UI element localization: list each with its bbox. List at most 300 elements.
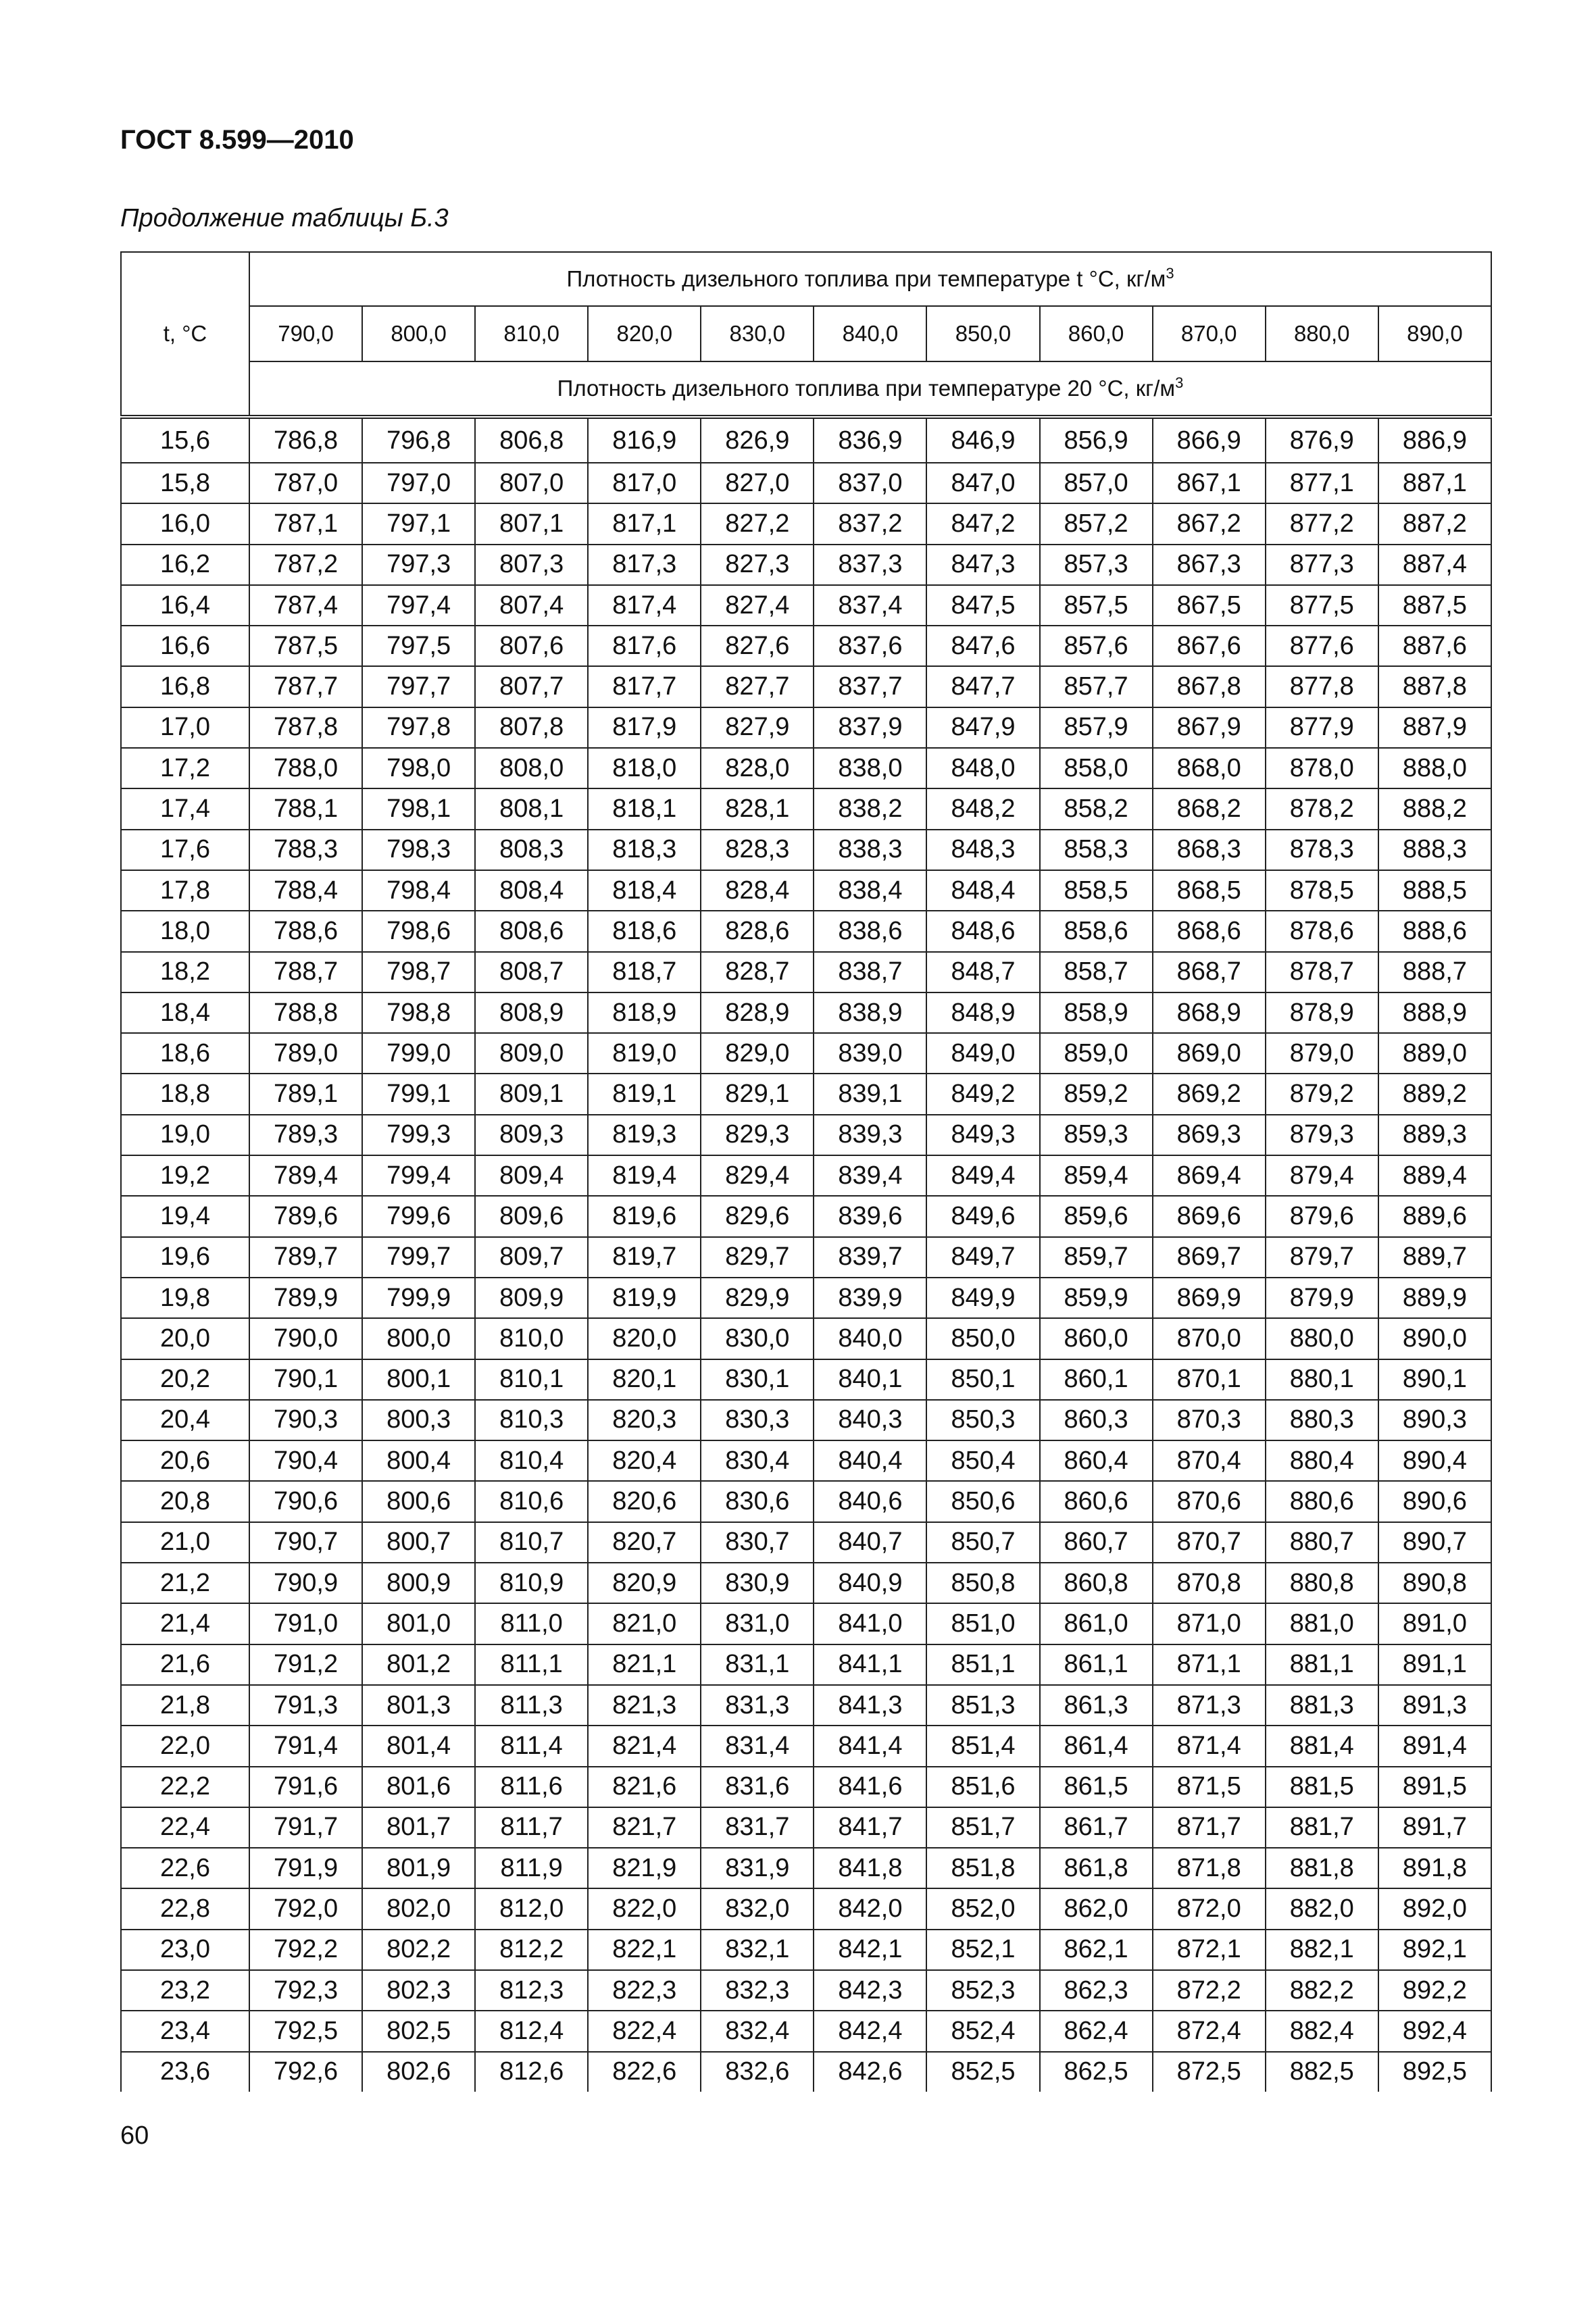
density-cell: 829,1: [701, 1074, 814, 1114]
density-cell: 831,9: [701, 1848, 814, 1888]
temperature-cell: 21,4: [121, 1603, 249, 1644]
density-cell: 790,1: [249, 1359, 362, 1400]
density-cell: 817,4: [588, 585, 701, 626]
temperature-cell: 23,0: [121, 1930, 249, 1970]
density-column-header: 860,0: [1040, 306, 1153, 361]
unit-superscript: 3: [1166, 265, 1174, 282]
density-cell: 872,2: [1153, 1970, 1266, 2011]
density-cell: 871,8: [1153, 1848, 1266, 1888]
density-cell: 789,1: [249, 1074, 362, 1114]
density-cell: 802,5: [362, 2011, 475, 2051]
density-cell: 807,6: [475, 626, 588, 666]
temperature-cell: 23,4: [121, 2011, 249, 2051]
density-cell: 870,8: [1153, 1563, 1266, 1603]
density-cell: 800,9: [362, 1563, 475, 1603]
density-cell: 837,6: [814, 626, 926, 666]
density-cell: 842,0: [814, 1888, 926, 1929]
density-cell: 892,1: [1378, 1930, 1491, 1970]
density-cell: 888,5: [1378, 870, 1491, 911]
density-cell: 861,0: [1040, 1603, 1153, 1644]
density-cell: 788,8: [249, 992, 362, 1033]
density-cell: 800,7: [362, 1522, 475, 1563]
density-cell: 851,7: [926, 1807, 1039, 1848]
density-cell: 821,1: [588, 1644, 701, 1685]
density-at-20-header: [249, 361, 1491, 417]
density-cell: 819,9: [588, 1278, 701, 1318]
temperature-cell: 18,8: [121, 1074, 249, 1114]
density-cell: 840,0: [814, 1318, 926, 1359]
temperature-cell: 23,6: [121, 2052, 249, 2092]
temperature-cell: 18,4: [121, 992, 249, 1033]
density-cell: 840,4: [814, 1440, 926, 1481]
density-cell: 891,1: [1378, 1644, 1491, 1685]
density-cell: 857,0: [1040, 463, 1153, 503]
table-row: [121, 1603, 1491, 1644]
density-cell: 797,4: [362, 585, 475, 626]
temperature-cell: 21,6: [121, 1644, 249, 1685]
table-row: [121, 1115, 1491, 1155]
density-cell: 888,6: [1378, 911, 1491, 951]
density-cell: 852,0: [926, 1888, 1039, 1929]
density-cell: 847,3: [926, 545, 1039, 585]
temperature-cell: 16,4: [121, 585, 249, 626]
density-cell: 828,9: [701, 992, 814, 1033]
density-cell: 792,6: [249, 2052, 362, 2092]
density-cell: 812,4: [475, 2011, 588, 2051]
density-cell: 860,6: [1040, 1481, 1153, 1521]
table-row: [121, 1726, 1491, 1766]
temperature-cell: 19,0: [121, 1115, 249, 1155]
density-cell: 860,4: [1040, 1440, 1153, 1481]
density-cell: 819,3: [588, 1115, 701, 1155]
density-cell: 838,2: [814, 788, 926, 829]
density-cell: 889,6: [1378, 1196, 1491, 1236]
temperature-cell: 21,0: [121, 1522, 249, 1563]
temperature-cell: 19,2: [121, 1155, 249, 1196]
table-row: [121, 1888, 1491, 1929]
density-cell: 888,0: [1378, 748, 1491, 788]
density-cell: 871,4: [1153, 1726, 1266, 1766]
density-cell: 828,7: [701, 952, 814, 992]
density-cell: 837,2: [814, 503, 926, 544]
unit-superscript: 3: [1175, 374, 1184, 391]
density-cell: 862,4: [1040, 2011, 1153, 2051]
density-cell: 800,6: [362, 1481, 475, 1521]
density-cell: 892,4: [1378, 2011, 1491, 2051]
density-cell: 797,8: [362, 707, 475, 748]
density-cell: 890,0: [1378, 1318, 1491, 1359]
density-cell: 871,3: [1153, 1685, 1266, 1726]
density-cell: 830,7: [701, 1522, 814, 1563]
density-table: [120, 251, 1492, 2092]
density-cell: 881,1: [1266, 1644, 1378, 1685]
table-row: [121, 1930, 1491, 1970]
density-cell: 798,3: [362, 830, 475, 870]
density-cell: 831,7: [701, 1807, 814, 1848]
density-cell: 887,5: [1378, 585, 1491, 626]
density-cell: 861,4: [1040, 1726, 1153, 1766]
density-cell: 837,3: [814, 545, 926, 585]
table-row: [121, 626, 1491, 666]
temperature-cell: 17,4: [121, 788, 249, 829]
density-cell: 820,1: [588, 1359, 701, 1400]
temperature-column-header: t, °C: [121, 252, 249, 417]
page-number: 60: [120, 2121, 149, 2150]
density-cell: 820,4: [588, 1440, 701, 1481]
density-cell: 861,3: [1040, 1685, 1153, 1726]
density-cell: 821,7: [588, 1807, 701, 1848]
density-cell: 847,5: [926, 585, 1039, 626]
density-cell: 798,0: [362, 748, 475, 788]
density-cell: 828,3: [701, 830, 814, 870]
temperature-cell: 20,2: [121, 1359, 249, 1400]
density-cell: 808,0: [475, 748, 588, 788]
density-cell: 867,2: [1153, 503, 1266, 544]
density-cell: 869,2: [1153, 1074, 1266, 1114]
temperature-cell: 17,6: [121, 830, 249, 870]
density-cell: 880,3: [1266, 1400, 1378, 1440]
table-row: [121, 1644, 1491, 1685]
density-cell: 879,4: [1266, 1155, 1378, 1196]
table-row: [121, 1074, 1491, 1114]
density-column-header: 850,0: [926, 306, 1039, 361]
density-cell: 837,9: [814, 707, 926, 748]
density-cell: 850,1: [926, 1359, 1039, 1400]
density-cell: 886,9: [1378, 417, 1491, 463]
density-cell: 860,1: [1040, 1359, 1153, 1400]
density-cell: 870,3: [1153, 1400, 1266, 1440]
density-cell: 867,9: [1153, 707, 1266, 748]
density-cell: 787,5: [249, 626, 362, 666]
density-cell: 882,5: [1266, 2052, 1378, 2092]
density-cell: 878,5: [1266, 870, 1378, 911]
density-cell: 867,6: [1153, 626, 1266, 666]
density-cell: 828,6: [701, 911, 814, 951]
density-cell: 851,0: [926, 1603, 1039, 1644]
density-cell: 829,7: [701, 1237, 814, 1278]
density-cell: 822,4: [588, 2011, 701, 2051]
density-cell: 789,9: [249, 1278, 362, 1318]
density-cell: 882,1: [1266, 1930, 1378, 1970]
density-cell: 861,7: [1040, 1807, 1153, 1848]
density-cell: 859,4: [1040, 1155, 1153, 1196]
density-cell: 868,2: [1153, 788, 1266, 829]
density-cell: 881,0: [1266, 1603, 1378, 1644]
density-cell: 879,2: [1266, 1074, 1378, 1114]
density-cell: 877,9: [1266, 707, 1378, 748]
density-cell: 791,7: [249, 1807, 362, 1848]
density-cell: 851,3: [926, 1685, 1039, 1726]
density-cell: 890,6: [1378, 1481, 1491, 1521]
density-cell: 867,5: [1153, 585, 1266, 626]
density-cell: 879,7: [1266, 1237, 1378, 1278]
density-cell: 797,7: [362, 666, 475, 707]
density-cell: 819,1: [588, 1074, 701, 1114]
density-cell: 889,4: [1378, 1155, 1491, 1196]
density-cell: 846,9: [926, 417, 1039, 463]
density-cell: 889,2: [1378, 1074, 1491, 1114]
density-cell: 809,3: [475, 1115, 588, 1155]
density-cell: 868,0: [1153, 748, 1266, 788]
density-cell: 849,9: [926, 1278, 1039, 1318]
density-cell: 838,7: [814, 952, 926, 992]
density-cell: 801,0: [362, 1603, 475, 1644]
density-cell: 877,5: [1266, 585, 1378, 626]
density-cell: 849,2: [926, 1074, 1039, 1114]
temperature-cell: 19,8: [121, 1278, 249, 1318]
density-cell: 879,3: [1266, 1115, 1378, 1155]
density-at-20-header-text: Плотность дизельного топлива при температуре 20 °C, кг/м: [557, 376, 1176, 401]
density-cell: 840,6: [814, 1481, 926, 1521]
density-cell: 800,4: [362, 1440, 475, 1481]
density-cell: 866,9: [1153, 417, 1266, 463]
density-cell: 818,0: [588, 748, 701, 788]
density-cell: 869,9: [1153, 1278, 1266, 1318]
density-cell: 878,2: [1266, 788, 1378, 829]
density-cell: 788,0: [249, 748, 362, 788]
density-cell: 890,7: [1378, 1522, 1491, 1563]
density-cell: 801,2: [362, 1644, 475, 1685]
density-cell: 821,4: [588, 1726, 701, 1766]
density-cell: 830,1: [701, 1359, 814, 1400]
density-cell: 809,6: [475, 1196, 588, 1236]
density-cell: 891,8: [1378, 1848, 1491, 1888]
density-cell: 832,3: [701, 1970, 814, 2011]
density-cell: 847,0: [926, 463, 1039, 503]
density-cell: 808,3: [475, 830, 588, 870]
density-cell: 850,6: [926, 1481, 1039, 1521]
density-cell: 848,0: [926, 748, 1039, 788]
density-cell: 881,4: [1266, 1726, 1378, 1766]
density-cell: 841,4: [814, 1726, 926, 1766]
temperature-cell: 18,2: [121, 952, 249, 992]
density-cell: 826,9: [701, 417, 814, 463]
density-cell: 882,2: [1266, 1970, 1378, 2011]
density-cell: 847,2: [926, 503, 1039, 544]
table-row: [121, 1318, 1491, 1359]
density-cell: 788,3: [249, 830, 362, 870]
density-column-header: 800,0: [362, 306, 475, 361]
density-cell: 839,3: [814, 1115, 926, 1155]
density-at-t-header: [249, 252, 1491, 306]
density-cell: 822,1: [588, 1930, 701, 1970]
density-cell: 827,3: [701, 545, 814, 585]
density-cell: 818,9: [588, 992, 701, 1033]
density-cell: 790,3: [249, 1400, 362, 1440]
density-cell: 858,7: [1040, 952, 1153, 992]
density-cell: 820,9: [588, 1563, 701, 1603]
density-cell: 881,3: [1266, 1685, 1378, 1726]
density-cell: 887,6: [1378, 626, 1491, 666]
temperature-cell: 20,0: [121, 1318, 249, 1359]
density-cell: 892,0: [1378, 1888, 1491, 1929]
density-cell: 789,7: [249, 1237, 362, 1278]
temperature-cell: 22,6: [121, 1848, 249, 1888]
density-cell: 881,5: [1266, 1767, 1378, 1807]
density-cell: 811,4: [475, 1726, 588, 1766]
density-cell: 817,1: [588, 503, 701, 544]
table-caption: Продолжение таблицы Б.3: [120, 204, 449, 232]
density-cell: 857,3: [1040, 545, 1153, 585]
temperature-cell: 17,8: [121, 870, 249, 911]
density-cell: 801,9: [362, 1848, 475, 1888]
temperature-cell: 23,2: [121, 1970, 249, 2011]
density-cell: 831,4: [701, 1726, 814, 1766]
density-cell: 860,3: [1040, 1400, 1153, 1440]
density-cell: 878,3: [1266, 830, 1378, 870]
density-cell: 837,4: [814, 585, 926, 626]
density-cell: 882,0: [1266, 1888, 1378, 1929]
temperature-cell: 19,4: [121, 1196, 249, 1236]
density-cell: 821,6: [588, 1767, 701, 1807]
density-cell: 787,2: [249, 545, 362, 585]
density-cell: 832,1: [701, 1930, 814, 1970]
table-row: [121, 585, 1491, 626]
table-row: [121, 748, 1491, 788]
table-row: [121, 1970, 1491, 2011]
density-cell: 811,7: [475, 1807, 588, 1848]
density-cell: 872,1: [1153, 1930, 1266, 1970]
density-cell: 820,7: [588, 1522, 701, 1563]
density-cell: 861,1: [1040, 1644, 1153, 1685]
density-cell: 852,4: [926, 2011, 1039, 2051]
density-column-header: 870,0: [1153, 306, 1266, 361]
density-cell: 858,3: [1040, 830, 1153, 870]
table-row: [121, 992, 1491, 1033]
density-cell: 792,5: [249, 2011, 362, 2051]
density-cell: 836,9: [814, 417, 926, 463]
density-cell: 848,2: [926, 788, 1039, 829]
density-cell: 787,4: [249, 585, 362, 626]
temperature-cell: 19,6: [121, 1237, 249, 1278]
density-cell: 838,0: [814, 748, 926, 788]
density-cell: 797,1: [362, 503, 475, 544]
density-cell: 789,4: [249, 1155, 362, 1196]
density-at-t-header-text: Плотность дизельного топлива при температуре t °C, кг/м: [566, 266, 1166, 291]
density-cell: 887,4: [1378, 545, 1491, 585]
density-cell: 859,3: [1040, 1115, 1153, 1155]
density-cell: 791,4: [249, 1726, 362, 1766]
density-cell: 831,3: [701, 1685, 814, 1726]
density-cell: 857,2: [1040, 503, 1153, 544]
density-cell: 858,0: [1040, 748, 1153, 788]
density-cell: 842,3: [814, 1970, 926, 2011]
density-cell: 891,0: [1378, 1603, 1491, 1644]
temperature-cell: 22,4: [121, 1807, 249, 1848]
density-cell: 878,0: [1266, 748, 1378, 788]
density-cell: 892,5: [1378, 2052, 1491, 2092]
density-cell: 888,7: [1378, 952, 1491, 992]
density-cell: 869,7: [1153, 1237, 1266, 1278]
density-cell: 811,6: [475, 1767, 588, 1807]
density-cell: 868,9: [1153, 992, 1266, 1033]
density-cell: 807,7: [475, 666, 588, 707]
density-cell: 797,5: [362, 626, 475, 666]
density-cell: 811,9: [475, 1848, 588, 1888]
density-cell: 818,4: [588, 870, 701, 911]
density-cell: 871,0: [1153, 1603, 1266, 1644]
temperature-cell: 15,8: [121, 463, 249, 503]
density-cell: 850,3: [926, 1400, 1039, 1440]
density-cell: 880,6: [1266, 1481, 1378, 1521]
temperature-cell: 22,8: [121, 1888, 249, 1929]
density-cell: 858,5: [1040, 870, 1153, 911]
density-cell: 830,0: [701, 1318, 814, 1359]
density-cell: 862,0: [1040, 1888, 1153, 1929]
density-column-header: 790,0: [249, 306, 362, 361]
density-cell: 860,0: [1040, 1318, 1153, 1359]
density-cell: 842,1: [814, 1930, 926, 1970]
temperature-cell: 15,6: [121, 417, 249, 463]
density-cell: 850,8: [926, 1563, 1039, 1603]
density-cell: 820,0: [588, 1318, 701, 1359]
table-row: [121, 1807, 1491, 1848]
density-cell: 788,6: [249, 911, 362, 951]
density-cell: 810,0: [475, 1318, 588, 1359]
density-cell: 850,4: [926, 1440, 1039, 1481]
density-cell: 832,0: [701, 1888, 814, 1929]
density-cell: 849,6: [926, 1196, 1039, 1236]
density-cell: 810,4: [475, 1440, 588, 1481]
density-cell: 852,5: [926, 2052, 1039, 2092]
density-cell: 819,0: [588, 1033, 701, 1074]
density-cell: 887,2: [1378, 503, 1491, 544]
table-row: [121, 952, 1491, 992]
density-cell: 876,9: [1266, 417, 1378, 463]
density-cell: 857,6: [1040, 626, 1153, 666]
density-cell: 889,9: [1378, 1278, 1491, 1318]
density-cell: 798,6: [362, 911, 475, 951]
density-cell: 817,0: [588, 463, 701, 503]
density-cell: 792,2: [249, 1930, 362, 1970]
density-cell: 839,0: [814, 1033, 926, 1074]
density-cell: 832,4: [701, 2011, 814, 2051]
density-cell: 810,1: [475, 1359, 588, 1400]
density-cell: 819,6: [588, 1196, 701, 1236]
density-cell: 848,7: [926, 952, 1039, 992]
density-cell: 840,7: [814, 1522, 926, 1563]
density-cell: 798,4: [362, 870, 475, 911]
density-cell: 827,6: [701, 626, 814, 666]
temperature-cell: 20,4: [121, 1400, 249, 1440]
density-cell: 800,1: [362, 1359, 475, 1400]
density-cell: 867,1: [1153, 463, 1266, 503]
density-cell: 858,2: [1040, 788, 1153, 829]
density-cell: 790,0: [249, 1318, 362, 1359]
density-cell: 790,4: [249, 1440, 362, 1481]
density-cell: 801,7: [362, 1807, 475, 1848]
density-cell: 800,0: [362, 1318, 475, 1359]
density-cell: 801,4: [362, 1726, 475, 1766]
density-cell: 788,1: [249, 788, 362, 829]
density-cell: 859,0: [1040, 1033, 1153, 1074]
density-cell: 816,9: [588, 417, 701, 463]
density-cell: 870,7: [1153, 1522, 1266, 1563]
density-cell: 870,6: [1153, 1481, 1266, 1521]
density-column-header: 830,0: [701, 306, 814, 361]
density-cell: 890,1: [1378, 1359, 1491, 1400]
density-cell: 827,4: [701, 585, 814, 626]
density-cell: 811,3: [475, 1685, 588, 1726]
density-cell: 811,1: [475, 1644, 588, 1685]
density-cell: 859,9: [1040, 1278, 1153, 1318]
density-cell: 807,4: [475, 585, 588, 626]
density-cell: 859,7: [1040, 1237, 1153, 1278]
density-cell: 839,7: [814, 1237, 926, 1278]
density-cell: 829,4: [701, 1155, 814, 1196]
density-cell: 792,0: [249, 1888, 362, 1929]
density-cell: 869,4: [1153, 1155, 1266, 1196]
